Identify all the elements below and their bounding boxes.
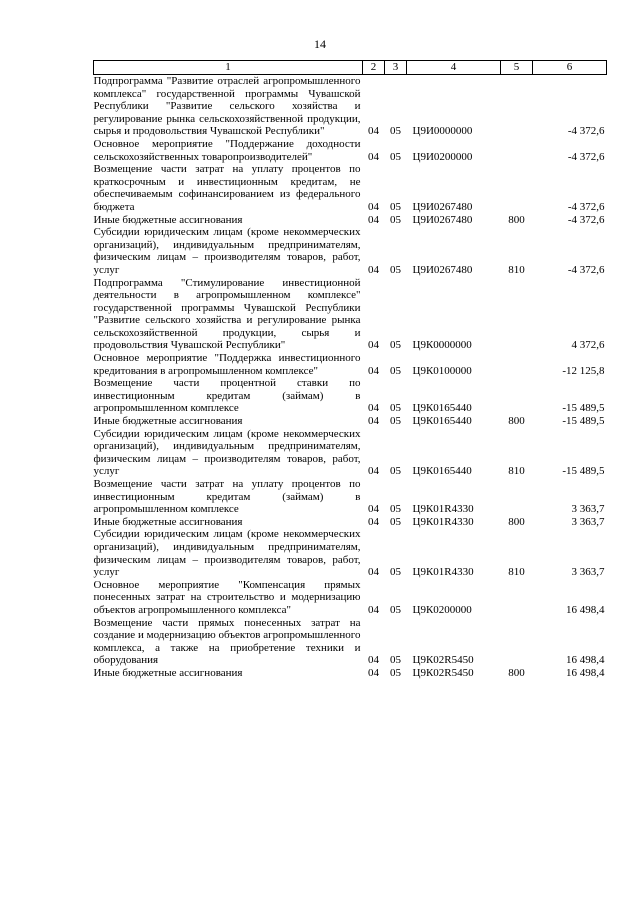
row-target-article-cell: Ц9И0267480 [412, 213, 473, 226]
table-row [94, 528, 607, 578]
table-body [94, 75, 607, 680]
row-section-cell: 04 [368, 150, 379, 163]
row-section-cell: 04 [368, 515, 379, 528]
table-row [94, 377, 607, 415]
row-target-article-cell: Ц9К02R5450 [412, 654, 474, 667]
row-target-article-cell: Ц9К0000000 [412, 339, 472, 352]
row-section-cell: 04 [368, 666, 379, 679]
row-subsection-cell: 05 [390, 150, 401, 163]
row-expense-type-cell [501, 75, 533, 138]
row-expense-type-cell: 810 [508, 465, 525, 478]
row-subsection-cell: 05 [390, 603, 401, 616]
row-section-cell: 04 [368, 503, 379, 516]
row-name-cell: Возмещение части процентной ставки по инвестиционным кредитам (займам) в агропромышленном комплексе [93, 377, 361, 415]
row-subsection-cell: 05 [390, 465, 401, 478]
row-target-article-cell: Ц9К01R4330 [412, 503, 474, 516]
row-section-cell: 04 [368, 603, 379, 616]
row-subsection-cell: 05 [390, 125, 401, 138]
table-row [94, 226, 607, 276]
row-expense-type-cell: 810 [508, 263, 525, 276]
table-row [94, 163, 607, 213]
row-section-cell: 04 [368, 364, 379, 377]
row-section-cell: 04 [368, 566, 379, 579]
column-header-section: 2 [363, 61, 385, 75]
budget-table [93, 60, 607, 680]
row-expense-type-cell [501, 377, 533, 415]
table-row [94, 138, 607, 163]
row-expense-type-cell: 800 [508, 666, 525, 679]
row-target-article-cell: Ц9К01R4330 [412, 566, 474, 579]
table-row [94, 214, 607, 227]
table-row [94, 75, 607, 138]
table-row [94, 516, 607, 529]
row-amount-cell: 16 498,4 [566, 666, 605, 679]
table-row [94, 667, 607, 680]
row-section-cell: 04 [368, 465, 379, 478]
row-amount-cell: 3 363,7 [571, 503, 605, 516]
row-amount-cell: 3 363,7 [571, 515, 605, 528]
row-amount-cell: -15 489,5 [562, 402, 605, 415]
row-amount-cell: -4 372,6 [567, 213, 605, 226]
row-amount-cell: -4 372,6 [567, 150, 605, 163]
table-row [94, 617, 607, 667]
row-target-article-cell: Ц9К0165440 [412, 465, 472, 478]
row-expense-type-cell [501, 163, 533, 213]
row-name-cell: Иные бюджетные ассигнования [93, 515, 243, 528]
row-subsection-cell: 05 [390, 402, 401, 415]
table-header [94, 61, 607, 75]
row-target-article-cell: Ц9К0165440 [412, 402, 472, 415]
column-header-expense-type: 5 [501, 61, 533, 75]
row-section-cell: 04 [368, 415, 379, 428]
row-name-cell: Подпрограмма "Развитие отраслей агропромышленного комплекса" государственной программы Чувашской Республики "Развитие сельского хозяйства и регулирование рынка сельскохозяйственной продукции, сырья и продовольствия Чувашской Республики" [93, 75, 361, 138]
row-name-cell: Субсидии юридическим лицам (кроме некоммерческих организаций), индивидуальным предпринимателям, физическим лицам – производителям товаров, работ, услуг [93, 528, 361, 579]
row-section-cell: 04 [368, 339, 379, 352]
row-section-cell: 04 [368, 263, 379, 276]
row-section-cell: 04 [368, 402, 379, 415]
table-row [94, 415, 607, 428]
row-target-article-cell: Ц9И0000000 [412, 125, 473, 138]
row-amount-cell: -12 125,8 [562, 364, 605, 377]
row-expense-type-cell: 800 [508, 515, 525, 528]
row-section-cell: 04 [368, 213, 379, 226]
row-name-cell: Основное мероприятие "Поддержание доходности сельскохозяйственных товаропроизводителей" [93, 137, 361, 163]
column-header-name: 1 [94, 61, 363, 75]
row-expense-type-cell [501, 579, 533, 617]
page-number: 14 [314, 37, 326, 51]
row-subsection-cell: 05 [390, 339, 401, 352]
row-section-cell: 04 [368, 654, 379, 667]
row-subsection-cell: 05 [390, 503, 401, 516]
row-subsection-cell: 05 [390, 515, 401, 528]
row-name-cell: Иные бюджетные ассигнования [93, 213, 243, 226]
row-expense-type-cell [501, 138, 533, 163]
row-amount-cell: -4 372,6 [567, 200, 605, 213]
table-row [94, 352, 607, 377]
table-row [94, 579, 607, 617]
row-expense-type-cell: 800 [508, 213, 525, 226]
row-amount-cell: 3 363,7 [571, 566, 605, 579]
header-row [94, 61, 607, 75]
table-row [94, 277, 607, 353]
row-name-cell: Субсидии юридическим лицам (кроме некоммерческих организаций), индивидуальным предпринимателям, физическим лицам – производителям товаров, работ, услуг [93, 427, 361, 478]
row-subsection-cell: 05 [390, 566, 401, 579]
row-name-cell: Иные бюджетные ассигнования [93, 666, 243, 679]
row-expense-type-cell: 810 [508, 566, 525, 579]
row-name-cell: Возмещение части затрат на уплату процентов по инвестиционным кредитам (займам) в агропромышленном комплексе [93, 478, 361, 516]
row-amount-cell: 16 498,4 [566, 603, 605, 616]
row-amount-cell: -4 372,6 [567, 263, 605, 276]
row-amount-cell: 4 372,6 [571, 339, 605, 352]
row-subsection-cell: 05 [390, 213, 401, 226]
row-target-article-cell: Ц9К0200000 [412, 603, 472, 616]
row-subsection-cell: 05 [390, 263, 401, 276]
row-name-cell: Иные бюджетные ассигнования [93, 415, 243, 428]
row-expense-type-cell: 800 [508, 415, 525, 428]
row-subsection-cell: 05 [390, 415, 401, 428]
row-name-cell: Подпрограмма "Стимулирование инвестиционной деятельности в агропромышленном комплексе" государственной программы Чувашской Республики "Развитие сельского хозяйства и регулирование рынка сельскохозяйственной продукции, сырья и продовольствия Чувашской Республики" [93, 276, 361, 352]
row-expense-type-cell [501, 478, 533, 516]
row-amount-cell: -4 372,6 [567, 125, 605, 138]
column-header-amount: 6 [533, 61, 607, 75]
row-target-article-cell: Ц9И0200000 [412, 150, 473, 163]
table-row [94, 478, 607, 516]
row-name-cell: Основное мероприятие "Поддержка инвестиционного кредитования в агропромышленном комплексе" [93, 352, 361, 377]
row-amount-cell: -15 489,5 [562, 465, 605, 478]
row-section-cell: 04 [368, 200, 379, 213]
row-name-cell: Субсидии юридическим лицам (кроме некоммерческих организаций), индивидуальным предпринимателям, физическим лицам – производителям товаров, работ, услуг [93, 226, 361, 276]
row-expense-type-cell [501, 352, 533, 377]
row-target-article-cell: Ц9И0267480 [412, 263, 473, 276]
row-target-article-cell: Ц9К01R4330 [412, 515, 474, 528]
column-header-target-article: 4 [407, 61, 501, 75]
row-section-cell: 04 [368, 125, 379, 138]
column-header-subsection: 3 [385, 61, 407, 75]
table-row [94, 428, 607, 478]
row-target-article-cell: Ц9К02R5450 [412, 666, 474, 679]
row-amount-cell: -15 489,5 [562, 415, 605, 428]
row-target-article-cell: Ц9К0165440 [412, 415, 472, 428]
row-subsection-cell: 05 [390, 666, 401, 679]
row-target-article-cell: Ц9И0267480 [412, 200, 473, 213]
row-name-cell: Основное мероприятие "Компенсация прямых понесенных затрат на строительство и модернизацию объектов агропромышленного комплекса" [93, 578, 361, 616]
row-name-cell: Возмещение части прямых понесенных затрат на создание и модернизацию объектов агропромышленного комплекса, а также на приобретение техники и оборудования [93, 616, 361, 667]
row-subsection-cell: 05 [390, 200, 401, 213]
row-subsection-cell: 05 [390, 364, 401, 377]
row-name-cell: Возмещение части затрат на уплату процентов по краткосрочным и инвестиционным кредитам, не обеспечиваемым софинансированием из федерального бюджета [93, 163, 361, 213]
row-subsection-cell: 05 [390, 654, 401, 667]
row-expense-type-cell [501, 617, 533, 667]
row-amount-cell: 16 498,4 [566, 654, 605, 667]
row-expense-type-cell [501, 277, 533, 353]
row-target-article-cell: Ц9К0100000 [412, 364, 472, 377]
